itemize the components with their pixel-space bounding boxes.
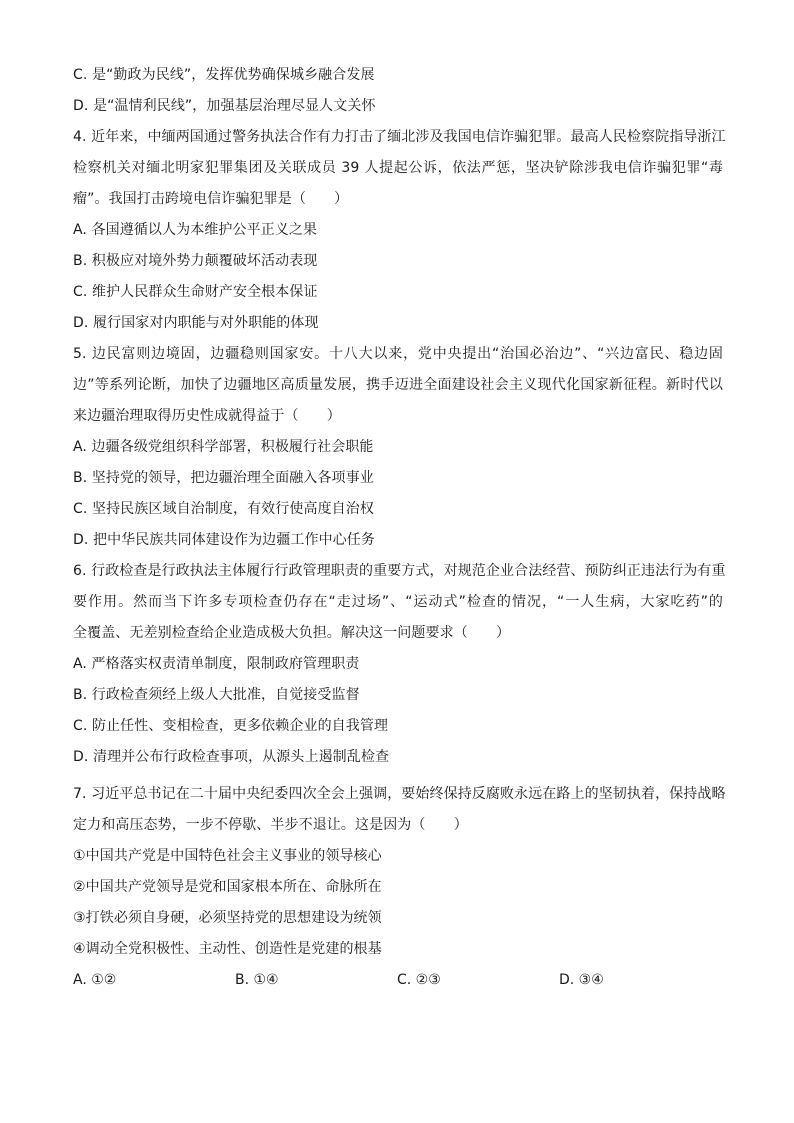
q3-option-c: C. 是“勤政为民线”，发挥优势确保城乡融合发展 (73, 67, 375, 83)
q7-answer-b: B. ①④ (235, 972, 279, 988)
q7-answer-a: A. ①② (73, 972, 117, 988)
q5-option-a: A. 边疆各级党组织科学部署，积极履行社会职能 (73, 439, 374, 455)
exam-page (73, 60, 726, 996)
q4-option-c: C. 维护人民群众生命财产安全根本保证 (73, 284, 318, 300)
q7-statement-2: ②中国共产党领导是党和国家根本所在、命脉所在 (73, 879, 382, 895)
q7-stem-line-1: 7. 习近平总书记在二十届中央纪委四次全会上强调，要始终保持反腐败永远在路上的坚韧执着，保持战略 (73, 786, 726, 802)
q5-stem-line-1: 5. 边民富则边境固，边疆稳则国家安。十八大以来，党中央提出“治国必治边”、“兴边富民、稳边固 (73, 346, 723, 362)
q4-stem-line-2: 检察机关对缅北明家犯罪集团及关联成员 39 人提起公诉，依法严惩，坚决铲除涉我电信诈骗犯罪“毒 (73, 160, 723, 176)
q7-answer-row (73, 965, 723, 996)
q5-option-c: C. 坚持民族区域自治制度，有效行使高度自治权 (73, 501, 374, 517)
q6-stem-line-3: 全覆盖、无差别检查给企业造成极大负担。解决这一问题要求（ ） (73, 625, 511, 641)
q4-option-d: D. 履行国家对内职能与对外职能的体现 (73, 315, 319, 331)
q6-option-b: B. 行政检查须经上级人大批准，自觉接受监督 (73, 687, 360, 703)
q5-option-d: D. 把中华民族共同体建设作为边疆工作中心任务 (73, 532, 375, 548)
q4-option-a: A. 各国遵循以人为本维护公平正义之果 (73, 222, 318, 238)
q3-option-d: D. 是“温情利民线”，加强基层治理尽显人文关怀 (73, 98, 376, 114)
q4-stem-line-3: 瘤”。我国打击跨境电信诈骗犯罪是（ ） (73, 191, 349, 207)
q5-stem-line-3: 来边疆治理取得历史性成就得益于（ ） (73, 408, 341, 424)
q4-stem-line-1: 4. 近年来，中缅两国通过警务执法合作有力打击了缅北涉及我国电信诈骗犯罪。最高人民检察院指导浙江 (73, 129, 726, 145)
q5-option-b: B. 坚持党的领导，把边疆治理全面融入各项事业 (73, 470, 374, 486)
q6-stem-line-1: 6. 行政检查是行政执法主体履行行政管理职责的重要方式，对规范企业合法经营、预防纠正违法行为有重 (73, 563, 726, 579)
q7-answer-d: D. ③④ (559, 972, 604, 988)
q7-statement-4: ④调动全党积极性、主动性、创造性是党建的根基 (73, 941, 382, 957)
q4-option-b: B. 积极应对境外势力颠覆破坏活动表现 (73, 253, 318, 269)
q7-answer-c: C. ②③ (397, 972, 441, 988)
q6-option-a: A. 严格落实权责清单制度，限制政府管理职责 (73, 656, 360, 672)
q7-stem-line-2: 定力和高压态势，一步不停歇、半步不退让。这是因为（ ） (73, 817, 468, 833)
q6-option-d: D. 清理并公布行政检查事项，从源头上遏制乱检查 (73, 749, 390, 765)
q7-statement-1: ①中国共产党是中国特色社会主义事业的领导核心 (73, 848, 382, 864)
q5-stem-line-2: 边”等系列论断，加快了边疆地区高质量发展，携手迈进全面建设社会主义现代化国家新征程。新时代以 (73, 377, 723, 393)
q6-stem-line-2: 要作用。然而当下许多专项检查仍存在“走过场”、“运动式”检查的情况，“一人生病，大家吃药”的 (73, 594, 723, 610)
q6-option-c: C. 防止任性、变相检查，更多依赖企业的自我管理 (73, 718, 389, 734)
q7-statement-3: ③打铁必须自身硬，必须坚持党的思想建设为统领 (73, 910, 382, 926)
